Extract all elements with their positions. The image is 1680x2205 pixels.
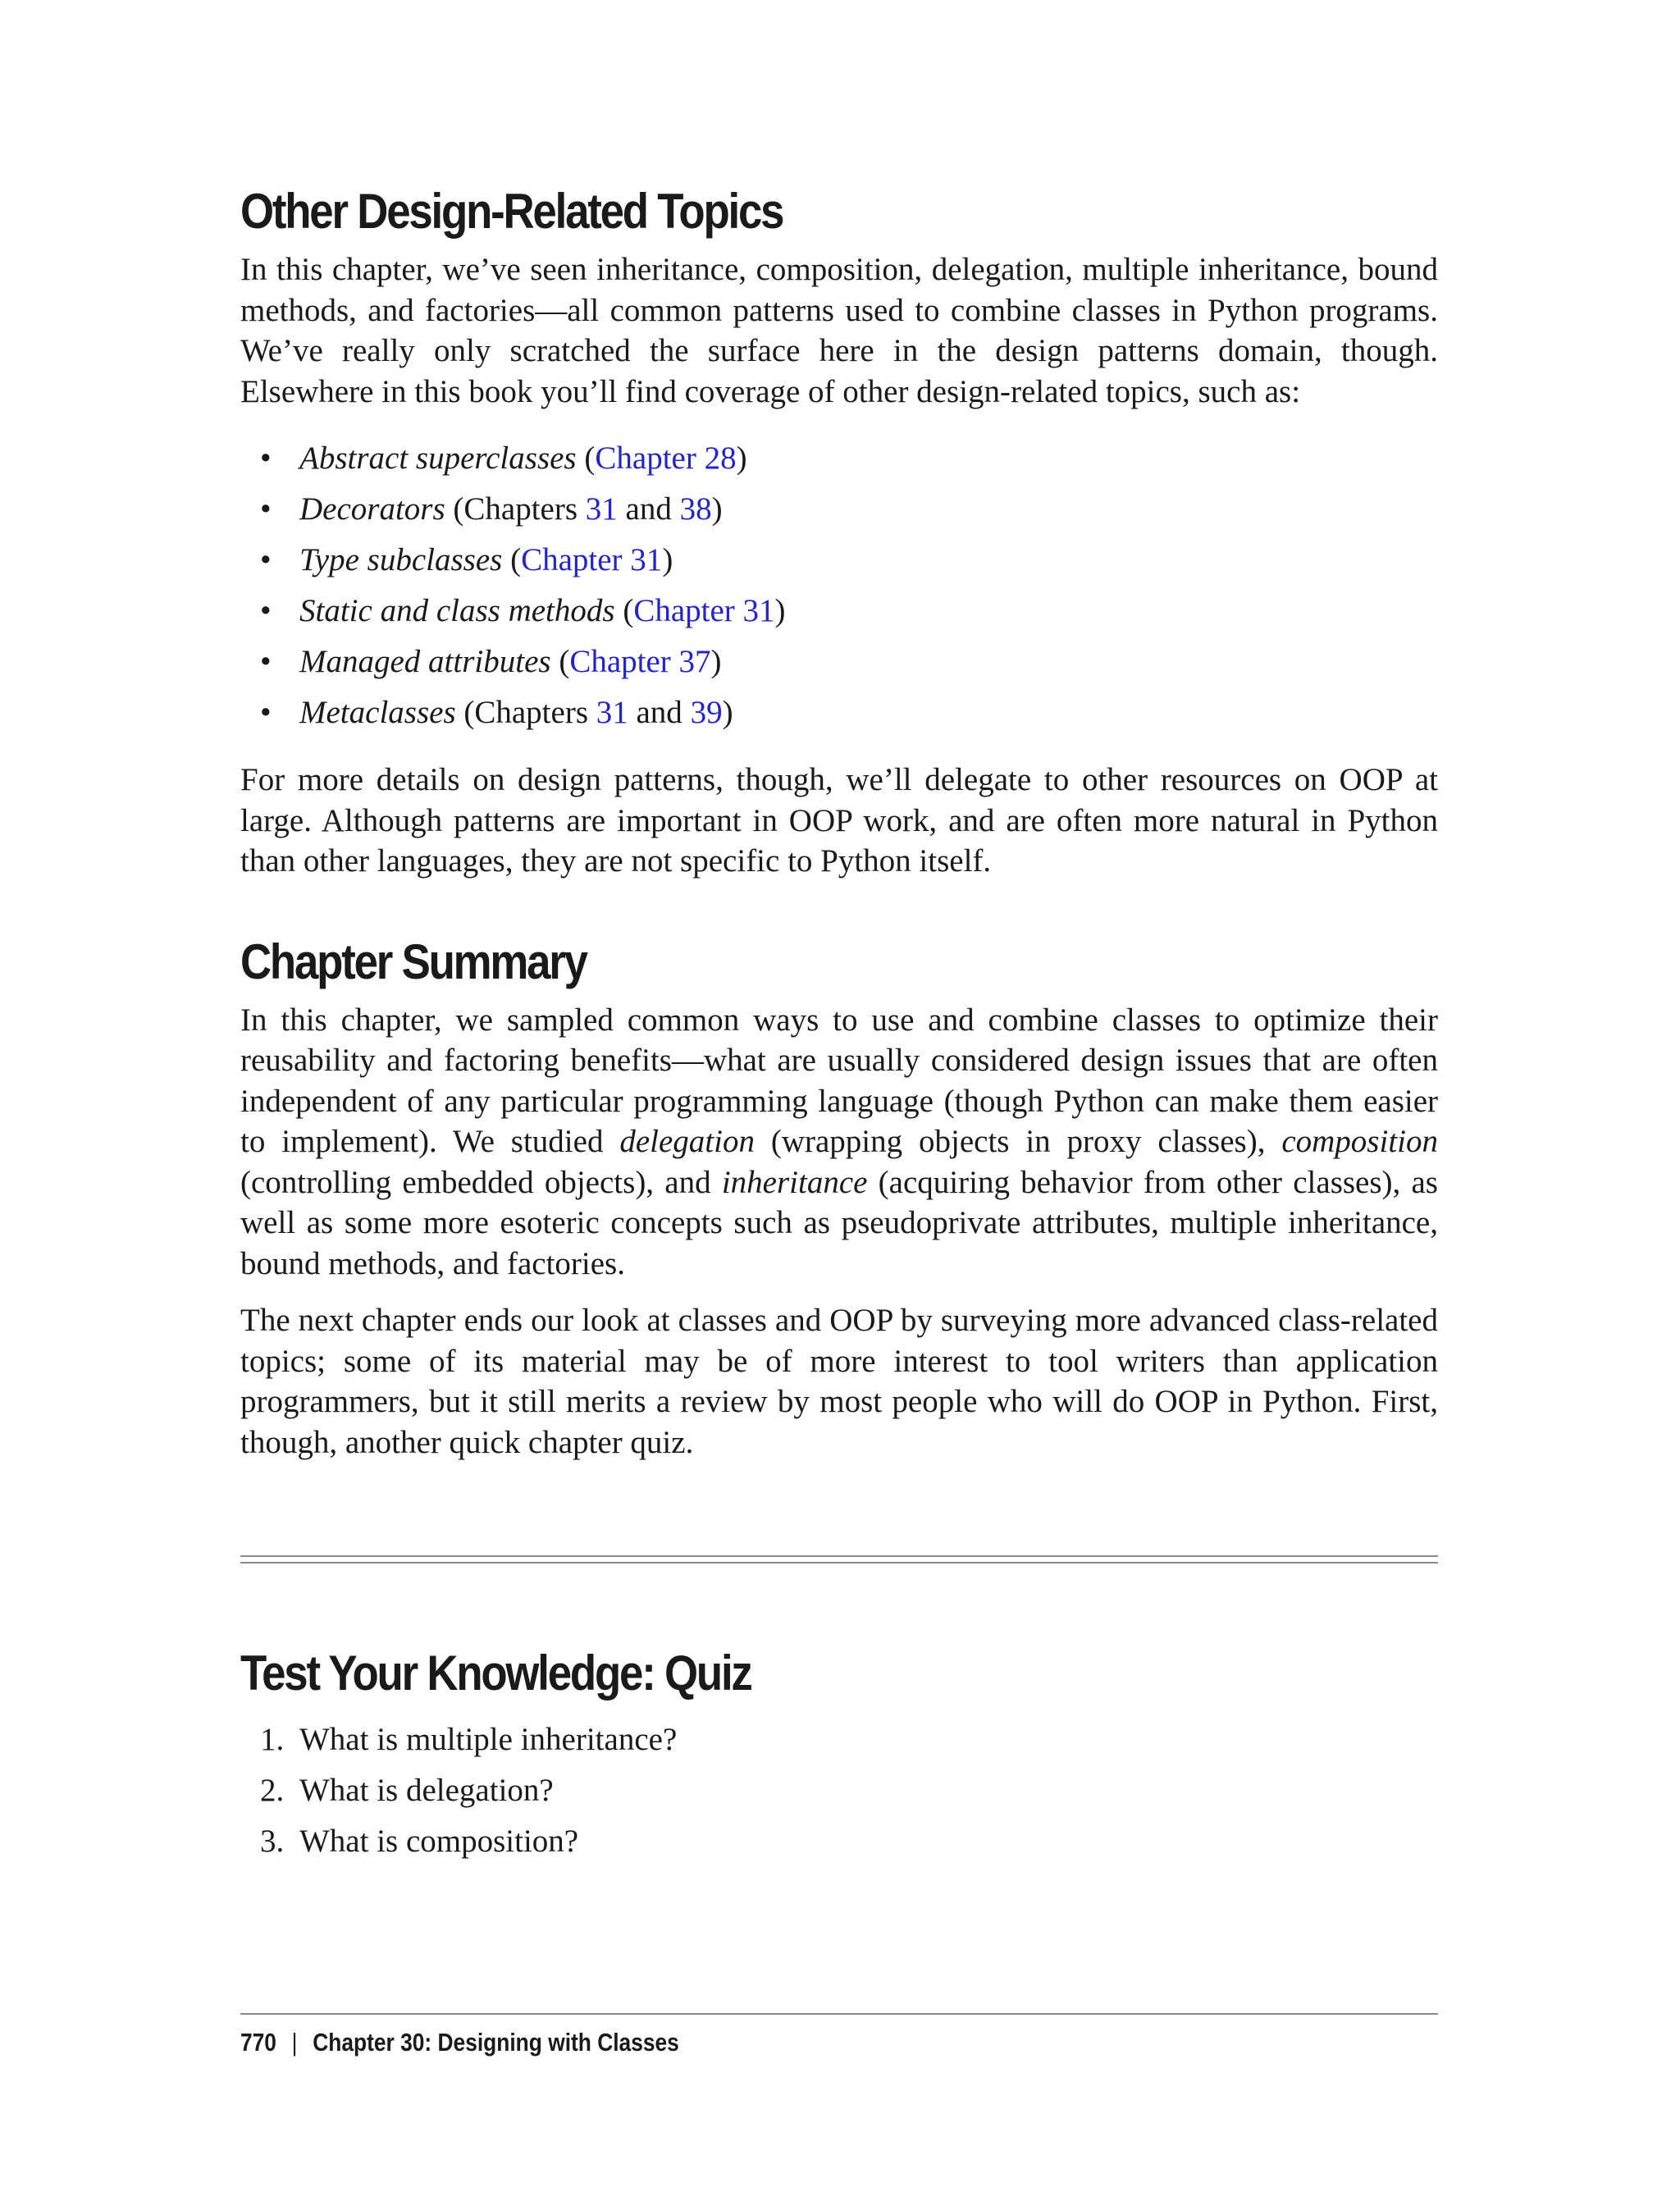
quiz-section (240, 1644, 1438, 1867)
design-topics-outro: For more details on design patterns, though, we’ll delegate to other resources on OOP at large. Although patterns are important in OOP work, and are often more natural in Python than other languages, they are not specific to Python itself. (240, 762, 1438, 879)
bullet-icon: • (260, 441, 272, 476)
quiz-question: What is delegation? (299, 1773, 554, 1808)
topic-term: Static and class methods (299, 593, 615, 628)
bullet-icon: • (260, 491, 272, 527)
footer-chapter-title: Chapter 30: Designing with Classes (313, 2028, 679, 2057)
chapter-link[interactable]: 39 (690, 695, 723, 730)
bullet-icon: • (260, 593, 272, 628)
page-footer (240, 2026, 679, 2059)
list-item (240, 1714, 1438, 1765)
list-item: • Type subclasses (Chapter 31) (240, 535, 1438, 586)
bullet-icon: • (260, 644, 272, 679)
bullet-icon: • (260, 542, 272, 578)
chapter-link[interactable]: 31 (596, 695, 628, 730)
list-item: • Decorators (Chapters 31 and 38) (240, 484, 1438, 535)
quiz-question: What is composition? (299, 1824, 579, 1859)
chapter-link[interactable]: Chapter 31 (633, 593, 775, 628)
topic-term: Abstract superclasses (299, 441, 577, 476)
chapter-link[interactable]: Chapter 28 (595, 441, 737, 476)
term-composition: composition (1281, 1124, 1438, 1159)
chapter-link[interactable]: Chapter 37 (569, 644, 711, 679)
chapter-link[interactable]: Chapter 31 (521, 542, 663, 578)
section-heading-quiz: Test Your Knowledge: Quiz (240, 1646, 751, 1701)
list-item (240, 1816, 1438, 1867)
term-delegation: delegation (619, 1124, 755, 1159)
section-heading-chapter-summary: Chapter Summary (240, 934, 587, 989)
page-content (240, 182, 1438, 1463)
quiz-question: What is multiple inheritance? (299, 1722, 678, 1757)
quiz-number: 3. (260, 1824, 285, 1859)
list-item: • Metaclasses (Chapters 31 and 39) (240, 687, 1438, 738)
design-topics-list (240, 433, 1438, 738)
footer-rule (240, 2013, 1438, 2015)
summary-paragraph-2: The next chapter ends our look at classes and OOP by surveying more advanced class-related topics; some of its material may be of more interest to tool writers than application programmers, but it still merits a review by most people who will do OOP in Python. First, though, another quick chapter quiz. (240, 1303, 1438, 1460)
topic-term: Metaclasses (299, 695, 456, 730)
quiz-number: 2. (260, 1773, 285, 1808)
topic-term: Decorators (299, 491, 445, 527)
design-topics-intro: In this chapter, we’ve seen inheritance, composition, delegation, multiple inheritance, bound methods, and factories—all common patterns used to combine classes in Python programs. We’ve really only scratched the surface here in the design patterns domain, though. Elsewhere in this book you’ll find coverage of other design-related topics, such as: (240, 252, 1438, 409)
topic-term: Managed attributes (299, 644, 551, 679)
topic-term: Type subclasses (299, 542, 503, 578)
summary-paragraph-1: In this chapter, we sampled common ways to use and combine classes to optimize their reusability and factoring benefits—what are usually considered design issues that are often independent of any particular programming language (though Python can make them easier to implement). We studied delegation (wrapping objects in proxy classes), composition (controlling embedded objects), and inheritance (acquiring behavior from other classes), as well as some more esoteric concepts such as pseudoprivate attributes, multiple inheritance, bound methods, and factories. (240, 1002, 1438, 1281)
list-item: • Abstract superclasses (Chapter 28) (240, 433, 1438, 484)
section-divider (240, 1555, 1438, 1564)
chapter-link[interactable]: 31 (585, 491, 618, 527)
section-heading-design-topics: Other Design-Related Topics (240, 184, 783, 239)
quiz-list (240, 1714, 1438, 1867)
bullet-icon: • (260, 695, 272, 730)
footer-separator: | (291, 2028, 298, 2057)
page-number: 770 (240, 2028, 276, 2057)
quiz-number: 1. (260, 1722, 285, 1757)
list-item (240, 1765, 1438, 1816)
list-item: • Managed attributes (Chapter 37) (240, 637, 1438, 687)
list-item: • Static and class methods (Chapter 31) (240, 586, 1438, 637)
term-inheritance: inheritance (721, 1164, 868, 1200)
chapter-link[interactable]: 38 (679, 491, 712, 527)
